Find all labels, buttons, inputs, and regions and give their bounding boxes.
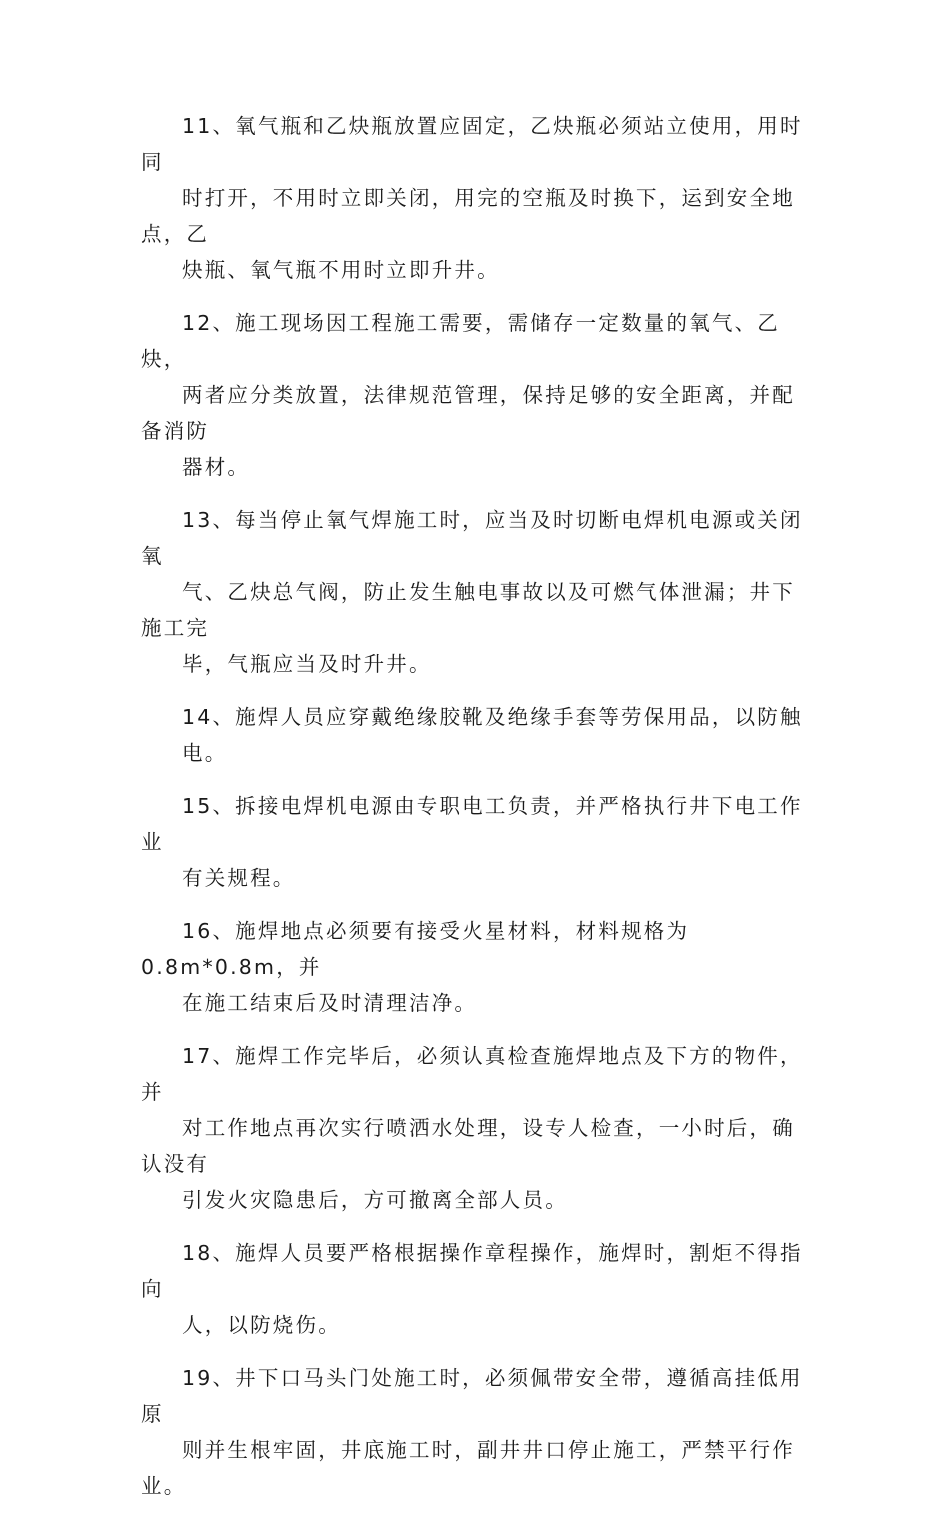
- text-line: 18、施焊人员要严格根据操作章程操作，施焊时，割炬不得指向: [141, 1241, 803, 1301]
- paragraph-12: [141, 305, 811, 485]
- text-line: 有关规程。: [182, 866, 296, 890]
- text-line: 两者应分类放置，法律规范管理，保持足够的安全距离，并配备消防: [141, 383, 795, 443]
- text-line: 16、施焊地点必须要有接受火星材料，材料规格为0.8m*0.8m，并: [141, 919, 690, 979]
- text-line: 在施工结束后及时清理洁净。: [182, 991, 478, 1015]
- paragraph-19: [141, 1360, 811, 1504]
- text-line: 毕，气瓶应当及时升井。: [182, 652, 432, 676]
- text-line: 14、施焊人员应穿戴绝缘胶靴及绝缘手套等劳保用品，以防触: [182, 705, 803, 729]
- paragraph-16: [141, 913, 811, 1021]
- text-line: 时打开，不用时立即关闭，用完的空瓶及时换下，运到安全地点，乙: [141, 186, 795, 246]
- text-line: 15、拆接电焊机电源由专职电工负责，并严格执行井下电工作业: [141, 794, 803, 854]
- text-line: 引发火灾隐患后，方可撤离全部人员。: [182, 1188, 568, 1212]
- document-body: [141, 108, 811, 1521]
- paragraph-15: [141, 788, 811, 896]
- text-line: 器材。: [182, 455, 251, 479]
- text-line: 气、乙炔总气阀，防止发生触电事故以及可燃气体泄漏；井下施工完: [141, 580, 795, 640]
- text-line: 人，以防烧伤。: [182, 1313, 341, 1337]
- text-line: 13、每当停止氧气焊施工时，应当及时切断电焊机电源或关闭氧: [141, 508, 803, 568]
- paragraph-13: [141, 502, 811, 682]
- text-line: 对工作地点再次实行喷洒水处理，设专人检查，一小时后，确认没有: [141, 1116, 795, 1176]
- paragraph-11: [141, 108, 811, 288]
- text-line: 19、井下口马头门处施工时，必须佩带安全带，遵循高挂低用原: [141, 1366, 803, 1426]
- text-line: 12、施工现场因工程施工需要，需储存一定数量的氧气、乙炔，: [141, 311, 780, 371]
- text-line: 11、氧气瓶和乙炔瓶放置应固定，乙炔瓶必须站立使用，用时同: [141, 114, 803, 174]
- paragraph-17: [141, 1038, 811, 1218]
- text-line: 则并生根牢固，井底施工时，副井井口停止施工，严禁平行作业。: [141, 1438, 795, 1498]
- text-line: 电。: [182, 741, 228, 765]
- paragraph-18: [141, 1235, 811, 1343]
- text-line: 炔瓶、氧气瓶不用时立即升井。: [182, 258, 500, 282]
- text-line: 17、施焊工作完毕后，必须认真检查施焊地点及下方的物件，并: [141, 1044, 803, 1104]
- paragraph-14: [141, 699, 811, 771]
